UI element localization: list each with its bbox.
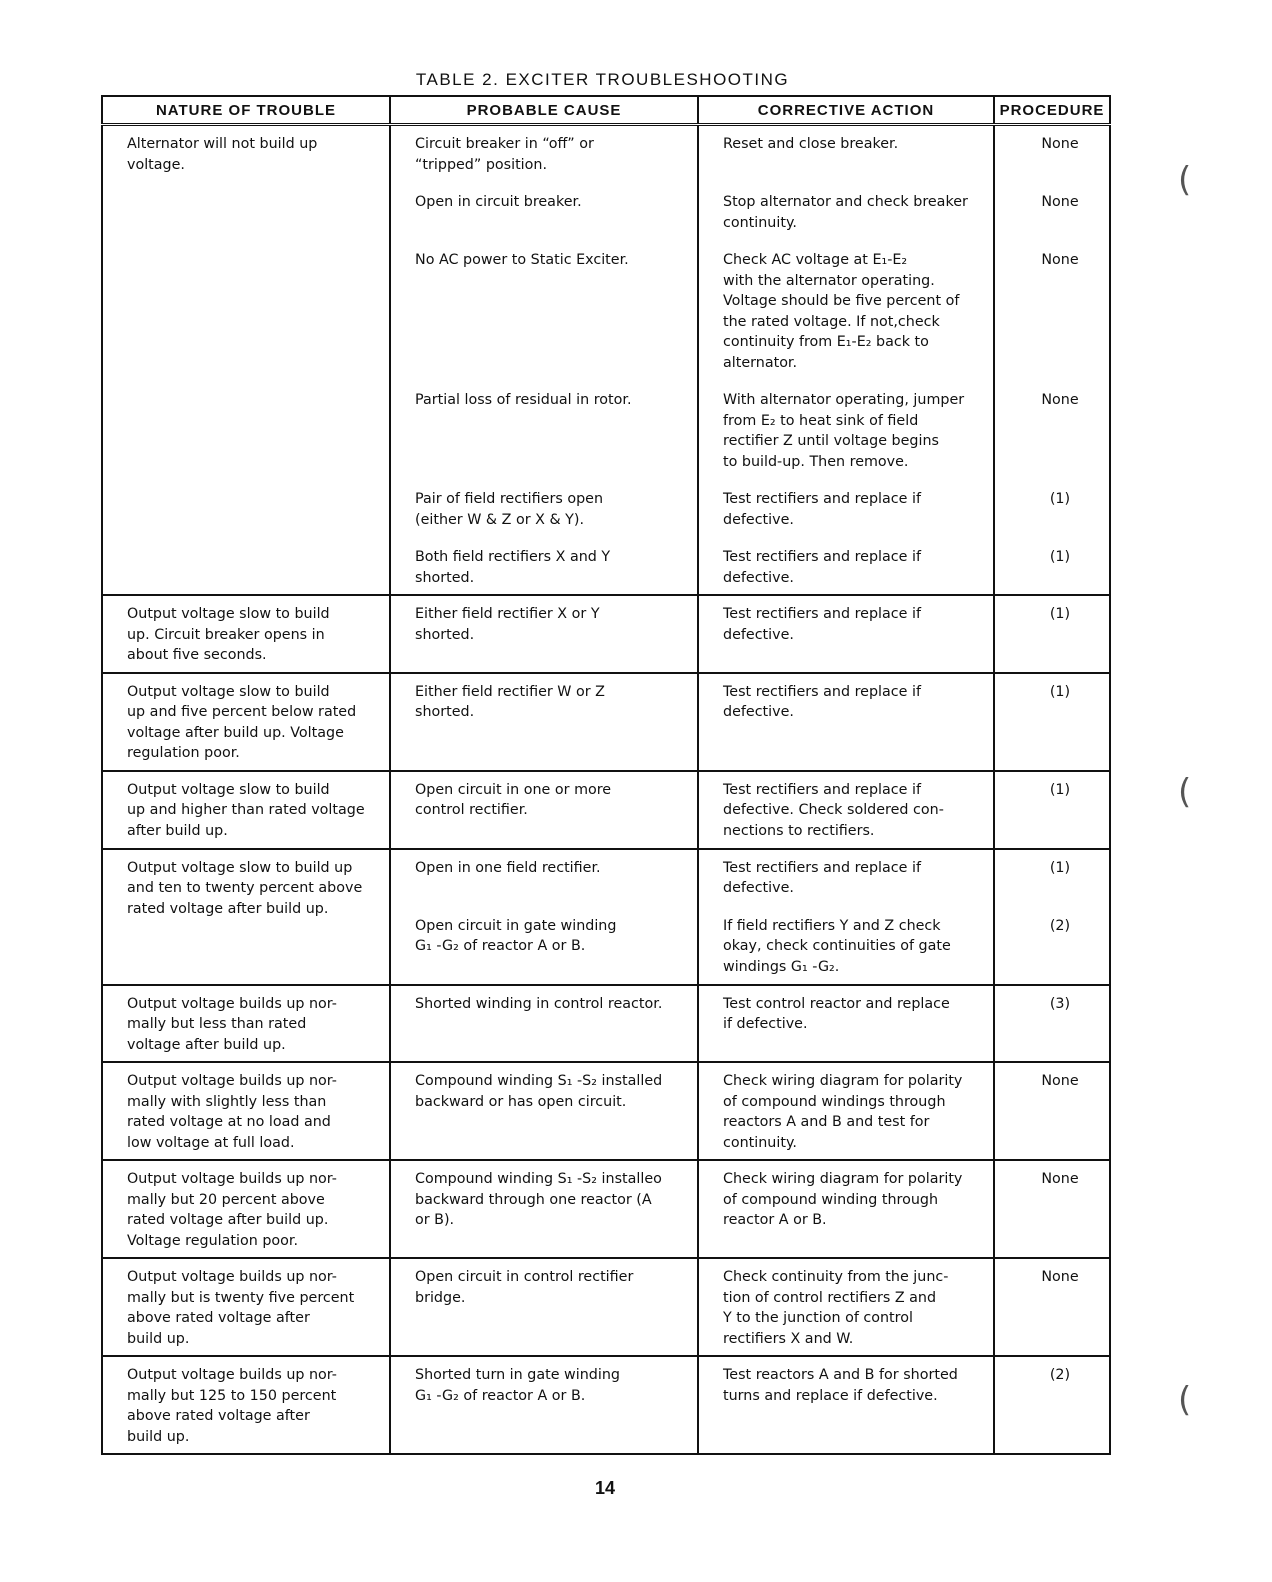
- corrective-action: Check AC voltage at E₁-E₂ with the alternator operating. Voltage should be five percent of the rated voltage. If not,check continuity from E₁-E₂ back to alternator.: [723, 252, 960, 371]
- procedure: None: [1041, 392, 1079, 408]
- probable-cause-cell: [390, 1062, 698, 1160]
- nature-of-trouble: Output voltage slow to build up and higher than rated voltage after build up.: [127, 781, 365, 839]
- probable-cause-cell: [390, 673, 698, 771]
- corrective-action: Check wiring diagram for polarity of compound winding through reactor A or B.: [723, 1171, 963, 1228]
- procedure: (1): [1049, 683, 1071, 700]
- corrective-action-cell: [698, 985, 994, 1063]
- table-row: [102, 1258, 1110, 1356]
- table-body: [102, 125, 1110, 1455]
- nature-of-trouble: Output voltage slow to build up and ten to twenty percent above rated voltage after build up.: [127, 859, 363, 917]
- table-row: [102, 1062, 1110, 1160]
- table-row: [102, 1160, 1110, 1258]
- corrective-action: Test rectifiers and replace if defective.: [723, 491, 921, 528]
- probable-cause: Partial loss of residual in rotor.: [415, 392, 632, 408]
- procedure: (1): [1049, 859, 1071, 876]
- procedure: None: [1041, 1269, 1079, 1285]
- procedure: (3): [1049, 995, 1071, 1012]
- procedure: (2): [1049, 1367, 1071, 1383]
- nature-of-trouble-cell: [102, 1258, 390, 1356]
- probable-cause: Open circuit in one or more control rectifier.: [415, 781, 612, 818]
- probable-cause-cell: [390, 595, 698, 673]
- procedure: None: [1041, 252, 1079, 268]
- header-procedure: PROCEDURE: [994, 96, 1110, 125]
- nature-of-trouble: Output voltage builds up nor- mally but is twenty five percent above rated voltage after build up.: [127, 1269, 355, 1347]
- nature-of-trouble-cell: [102, 125, 390, 596]
- procedure-cell: [994, 1258, 1110, 1356]
- corrective-action: Test rectifiers and replace if defective. Check soldered con- nections to rectifiers.: [723, 781, 944, 839]
- corrective-action: Check continuity from the junc- tion of control rectifiers Z and Y to the junction of control rectifiers X and W.: [723, 1269, 949, 1347]
- header-row: [102, 96, 1110, 125]
- procedure: None: [1041, 1171, 1079, 1187]
- probable-cause: Circuit breaker in “off” or “tripped” position.: [415, 136, 594, 173]
- header-corrective-action: CORRECTIVE ACTION: [698, 96, 994, 125]
- corrective-action-cell: [698, 125, 994, 596]
- procedure: (2): [1049, 917, 1071, 934]
- nature-of-trouble-cell: [102, 673, 390, 771]
- corrective-action: With alternator operating, jumper from E₂ to heat sink of field rectifier Z until voltage begins to build-up. Then remove.: [723, 392, 965, 470]
- procedure-cell: [994, 595, 1110, 673]
- table-title: TABLE 2. EXCITER TROUBLESHOOTING: [415, 70, 790, 89]
- nature-of-trouble: Output voltage builds up nor- mally but less than rated voltage after build up.: [127, 995, 337, 1053]
- nature-of-trouble-cell: [102, 849, 390, 985]
- corrective-action-cell: [698, 849, 994, 985]
- table-row: [102, 673, 1110, 771]
- table-row: [102, 125, 1110, 596]
- nature-of-trouble-cell: [102, 771, 390, 849]
- corrective-action: Test reactors A and B for shorted turns and replace if defective.: [723, 1367, 958, 1404]
- nature-of-trouble: Output voltage builds up nor- mally but 125 to 150 percent above rated voltage after build up.: [127, 1367, 337, 1445]
- probable-cause: Pair of field rectifiers open (either W & Z or X & Y).: [415, 491, 604, 528]
- nature-of-trouble: Output voltage builds up nor- mally with slightly less than rated voltage at no load and low voltage at full load.: [127, 1073, 337, 1151]
- probable-cause: Compound winding S₁ -S₂ installed backward or has open circuit.: [415, 1073, 663, 1110]
- nature-of-trouble-cell: [102, 1062, 390, 1160]
- corrective-action: Test rectifiers and replace if defective.: [723, 606, 921, 643]
- probable-cause: Open circuit in control rectifier bridge.: [415, 1269, 634, 1306]
- probable-cause-cell: [390, 1258, 698, 1356]
- probable-cause-cell: [390, 849, 698, 985]
- corrective-action: Test control reactor and replace if defective.: [723, 995, 950, 1032]
- probable-cause-cell: [390, 125, 698, 596]
- procedure: None: [1041, 136, 1079, 152]
- table-row: [102, 985, 1110, 1063]
- corrective-action: Test rectifiers and replace if defective.: [723, 683, 921, 720]
- probable-cause: Either field rectifier X or Y shorted.: [415, 606, 600, 643]
- corrective-action: Reset and close breaker.: [723, 136, 899, 152]
- probable-cause-cell: [390, 985, 698, 1063]
- procedure: None: [1041, 1073, 1079, 1089]
- procedure-cell: [994, 125, 1110, 596]
- corrective-action: Stop alternator and check breaker continuity.: [723, 194, 968, 231]
- scan-mark: (: [1178, 772, 1192, 812]
- probable-cause-cell: [390, 1160, 698, 1258]
- corrective-action-cell: [698, 673, 994, 771]
- page-number: 14: [594, 1478, 616, 1498]
- corrective-action: Test rectifiers and replace if defective.: [723, 549, 921, 586]
- procedure: (1): [1049, 606, 1071, 622]
- nature-of-trouble: Alternator will not build up voltage.: [127, 136, 318, 173]
- table-row: [102, 595, 1110, 673]
- table-row: [102, 849, 1110, 985]
- probable-cause: Shorted turn in gate winding G₁ -G₂ of reactor A or B.: [415, 1367, 620, 1404]
- probable-cause: Shorted winding in control reactor.: [415, 995, 663, 1012]
- corrective-action-cell: [698, 1160, 994, 1258]
- procedure: (1): [1049, 491, 1071, 507]
- procedure: (1): [1049, 781, 1071, 798]
- probable-cause: No AC power to Static Exciter.: [415, 252, 629, 268]
- table-row: [102, 1356, 1110, 1454]
- procedure-cell: [994, 849, 1110, 985]
- corrective-action-cell: [698, 1258, 994, 1356]
- corrective-action-cell: [698, 771, 994, 849]
- probable-cause: Both field rectifiers X and Y shorted.: [415, 549, 611, 586]
- procedure-cell: [994, 1062, 1110, 1160]
- nature-of-trouble-cell: [102, 1160, 390, 1258]
- troubleshooting-table: [101, 95, 1111, 1455]
- corrective-action-cell: [698, 595, 994, 673]
- procedure-cell: [994, 1356, 1110, 1454]
- corrective-action-cell: [698, 1356, 994, 1454]
- scan-mark: (: [1178, 160, 1192, 200]
- header-nature-of-trouble: NATURE OF TROUBLE: [102, 96, 390, 125]
- procedure: None: [1041, 194, 1079, 210]
- procedure: (1): [1049, 549, 1071, 565]
- probable-cause: Open in one field rectifier.: [415, 859, 601, 876]
- probable-cause: Either field rectifier W or Z shorted.: [415, 683, 605, 720]
- nature-of-trouble-cell: [102, 1356, 390, 1454]
- probable-cause-cell: [390, 1356, 698, 1454]
- corrective-action: Test rectifiers and replace if defective.: [723, 859, 921, 896]
- nature-of-trouble-cell: [102, 985, 390, 1063]
- corrective-action-cell: [698, 1062, 994, 1160]
- procedure-cell: [994, 673, 1110, 771]
- table-row: [102, 771, 1110, 849]
- probable-cause: Open in circuit breaker.: [415, 194, 582, 210]
- procedure-cell: [994, 771, 1110, 849]
- nature-of-trouble-cell: [102, 595, 390, 673]
- probable-cause-cell: [390, 771, 698, 849]
- probable-cause: Open circuit in gate winding G₁ -G₂ of reactor A or B.: [415, 917, 617, 954]
- nature-of-trouble: Output voltage slow to build up. Circuit breaker opens in about five seconds.: [127, 606, 330, 663]
- corrective-action: Check wiring diagram for polarity of compound windings through reactors A and B and test for continuity.: [723, 1073, 963, 1151]
- nature-of-trouble: Output voltage builds up nor- mally but 20 percent above rated voltage after build up. Voltage regulation poor.: [127, 1171, 337, 1249]
- scan-mark: (: [1178, 1380, 1192, 1420]
- nature-of-trouble: Output voltage slow to build up and five percent below rated voltage after build up. Voltage regulation poor.: [127, 683, 357, 761]
- corrective-action: If field rectifiers Y and Z check okay, check continuities of gate windings G₁ -G₂.: [723, 917, 951, 975]
- procedure-cell: [994, 1160, 1110, 1258]
- procedure-cell: [994, 985, 1110, 1063]
- probable-cause: Compound winding S₁ -S₂ installeo backward through one reactor (A or B).: [415, 1171, 662, 1228]
- header-probable-cause: PROBABLE CAUSE: [390, 96, 698, 125]
